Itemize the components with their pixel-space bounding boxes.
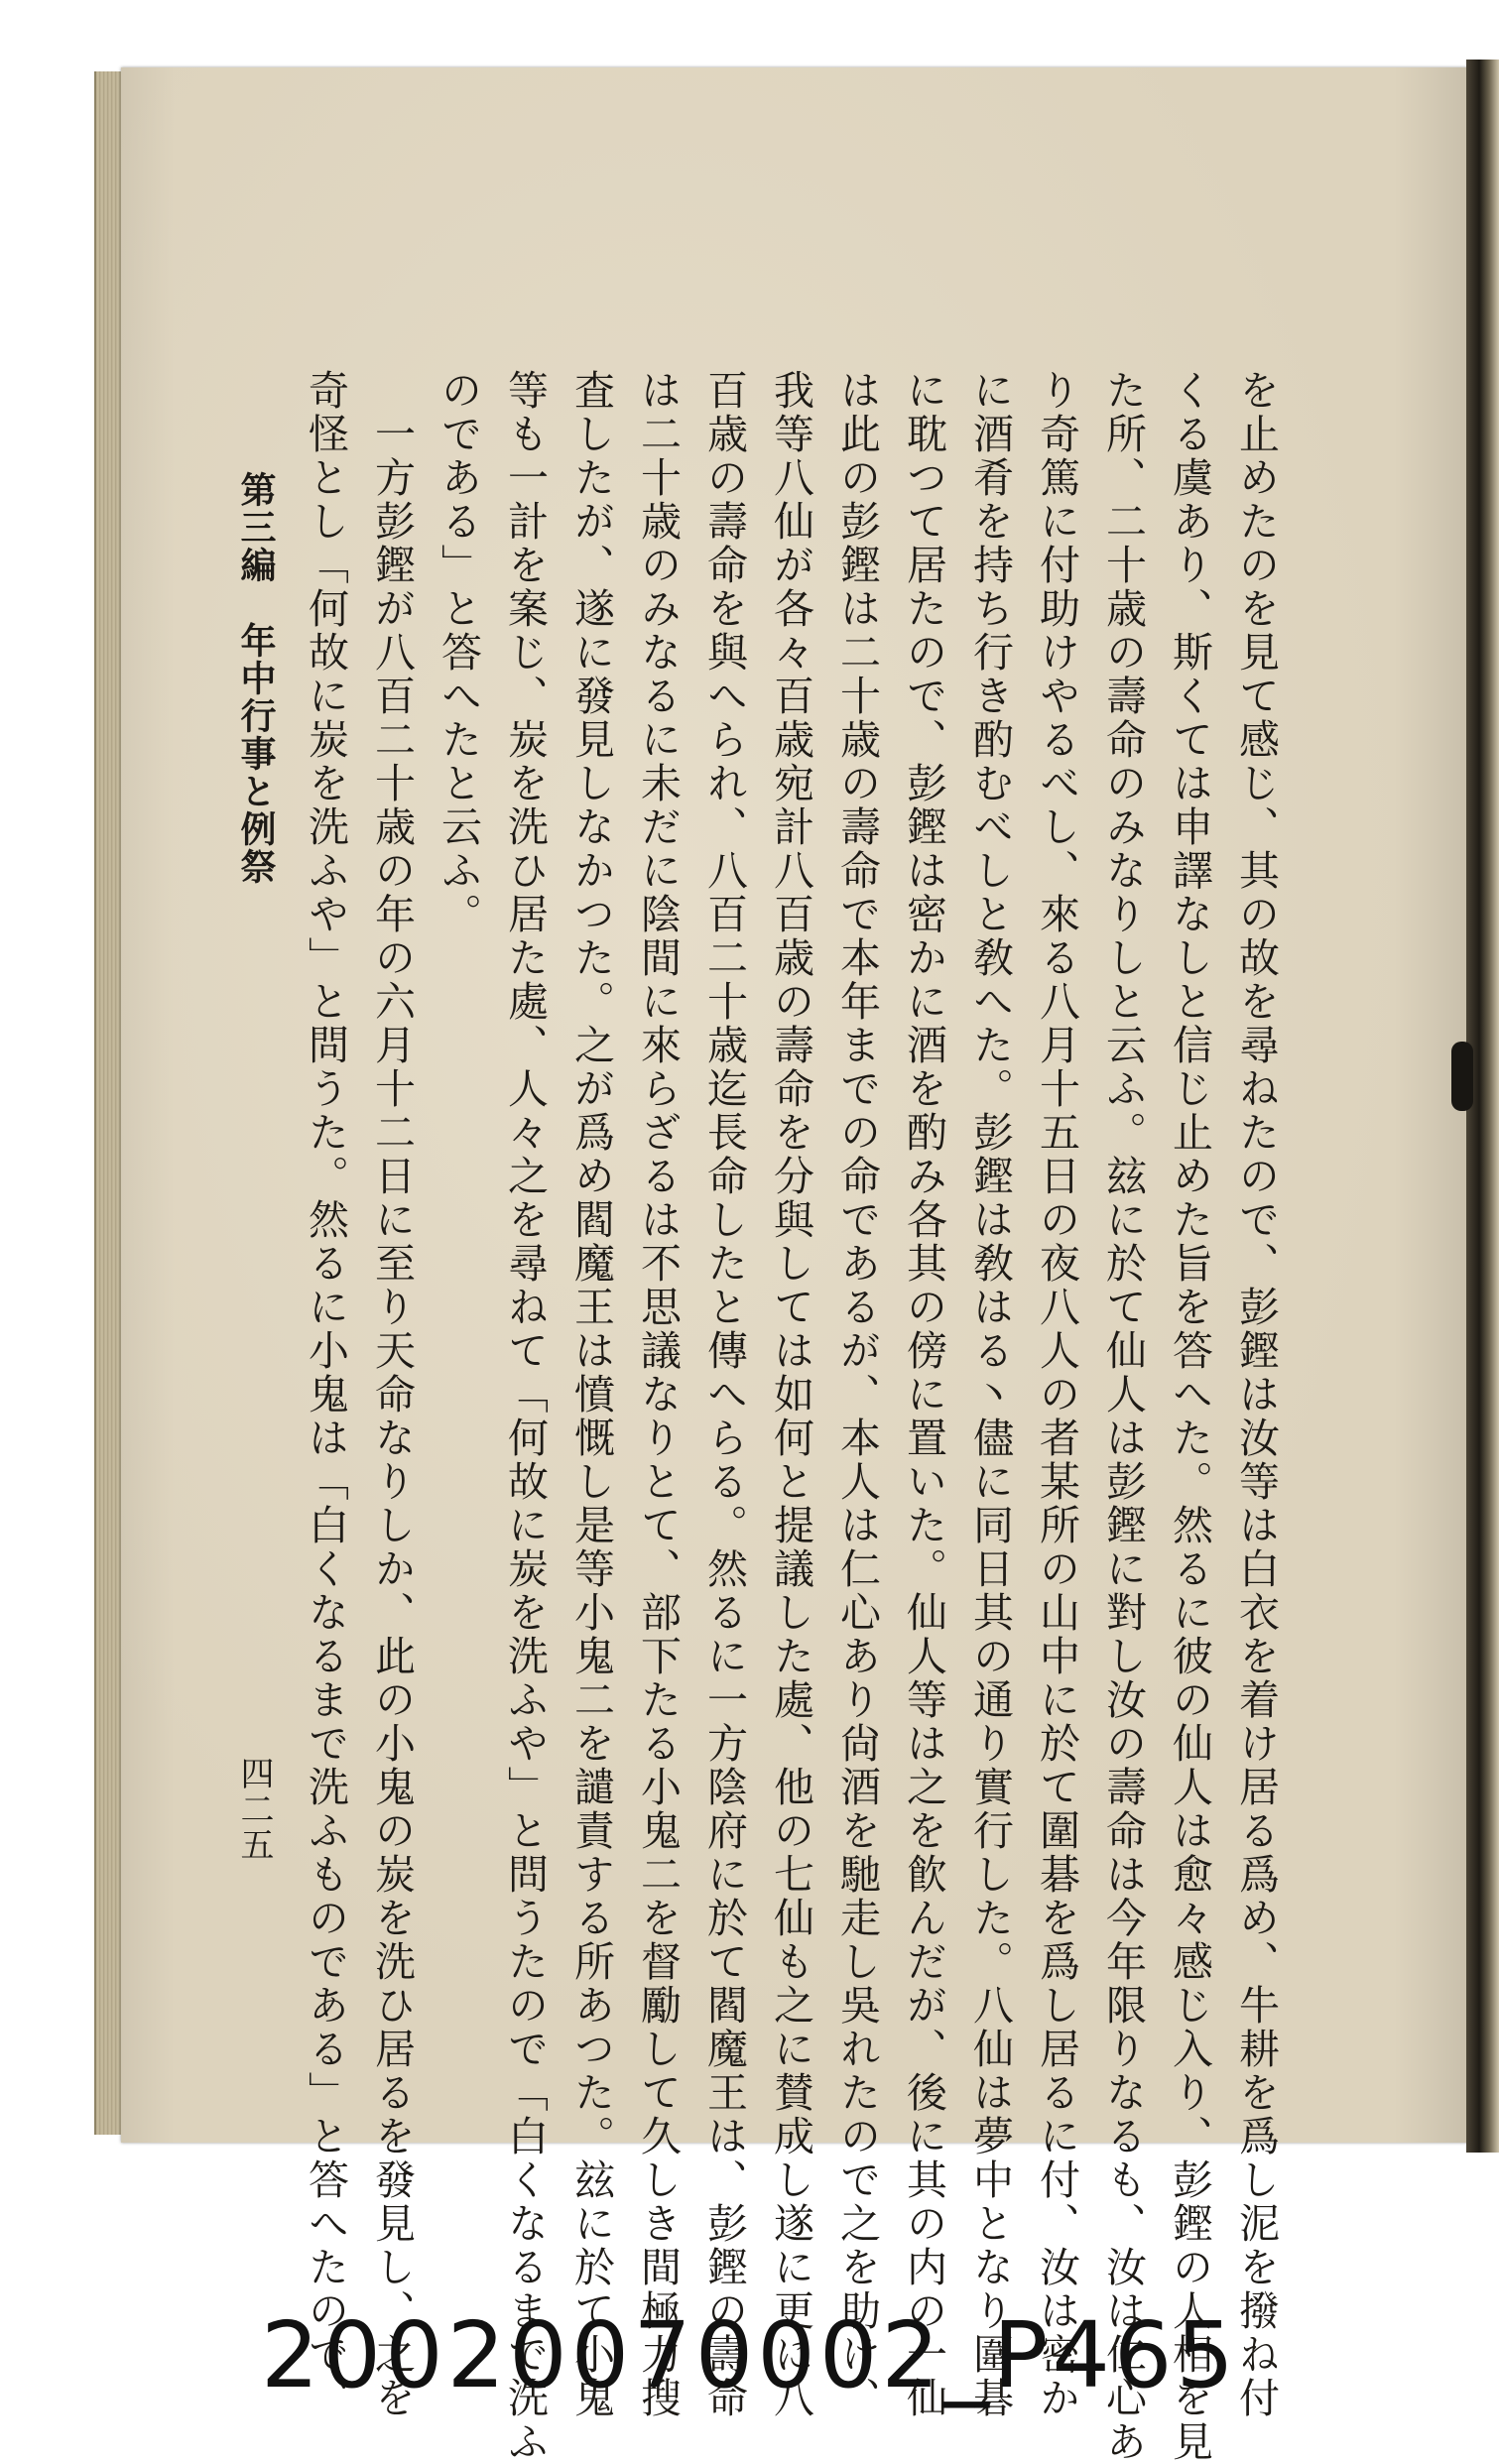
text-column-2: くる虞あり、斯くては申譯なしと信じ止めた旨を答へた。然るに彼の仙人は愈々感じ入り、彭鏗の人相を見 bbox=[1166, 369, 1213, 2464]
text-column-7: は此の彭鏗は二十歳の壽命で本年までの命であるが、本人は仁心あり尙酒を馳走し吳れたので之を助け、 bbox=[833, 369, 881, 2420]
text-column-12: 等も一計を案じ、炭を洗ひ居た處、人々之を尋ねて「何故に炭を洗ふや」と問うたので「白くなるまで洗ふ bbox=[501, 369, 549, 2464]
page-number: 四二五 bbox=[234, 1756, 274, 1863]
text-column-5: に酒肴を持ち行き酌むべしと敎へた。彭鏗は敎はる丶儘に同日其の通り實行した。八仙は夢中となり圍碁 bbox=[966, 369, 1014, 2420]
text-column-15: 奇怪とし「何故に炭を洗ふや」と問うた。然るに小鬼は「白くなるまで洗ふものである」と答へたので、 bbox=[302, 369, 349, 2420]
text-column-14: 一方彭鏗が八百二十歳の年の六月十二日に至り天命なりしか、此の小鬼の炭を洗ひ居るを發見し、之を bbox=[368, 369, 416, 2420]
image-caption: 20020070002_P465 bbox=[261, 2302, 1238, 2408]
text-column-9: 百歳の壽命を與へられ、八百二十歳迄長命したと傳へらる。然るに一方陰府に於て閻魔王は、彭鏗の壽命 bbox=[700, 369, 748, 2420]
text-column-1: を止めたのを見て感じ、其の故を尋ねたので、彭鏗は汝等は白衣を着け居る爲め、牛耕を爲し泥を撥ね付 bbox=[1232, 369, 1280, 2420]
text-column-10: は二十歳のみなるに未だに陰間に來らざるは不思議なりとて、部下たる小鬼二を督勵して久しき間極力搜 bbox=[634, 369, 682, 2420]
text-column-8: 我等八仙が各々百歳宛計八百歳の壽命を分與しては如何と提議した處、他の七仙も之に賛成し遂に更に八 bbox=[767, 369, 814, 2420]
text-column-3: た所、二十歳の壽命のみなりしと云ふ。玆に於て仙人は彭鏗に對し汝の壽命は今年限りなるも、汝は仁心あ bbox=[1099, 369, 1147, 2464]
text-column-6: に耽つて居たので、彭鏗は密かに酒を酌み各其の傍に置いた。仙人等は之を飮んだが、後に其の内の一仙 bbox=[900, 369, 947, 2420]
running-header: 第三編 年中行事と例祭 bbox=[235, 471, 276, 886]
text-column-4: り奇篤に付助けやるべし、來る八月十五日の夜八人の者某所の山中に於て圍碁を爲し居るに付、汝は密か bbox=[1033, 369, 1080, 2420]
text-column-11: 査したが、遂に發見しなかつた。之が爲め閻魔王は憤慨し是等小鬼二を譴責する所あつた。玆に於て小鬼 bbox=[567, 369, 615, 2420]
binding-mark bbox=[1451, 1042, 1473, 1111]
text-column-13: のである」と答へたと云ふ。 bbox=[435, 369, 482, 936]
